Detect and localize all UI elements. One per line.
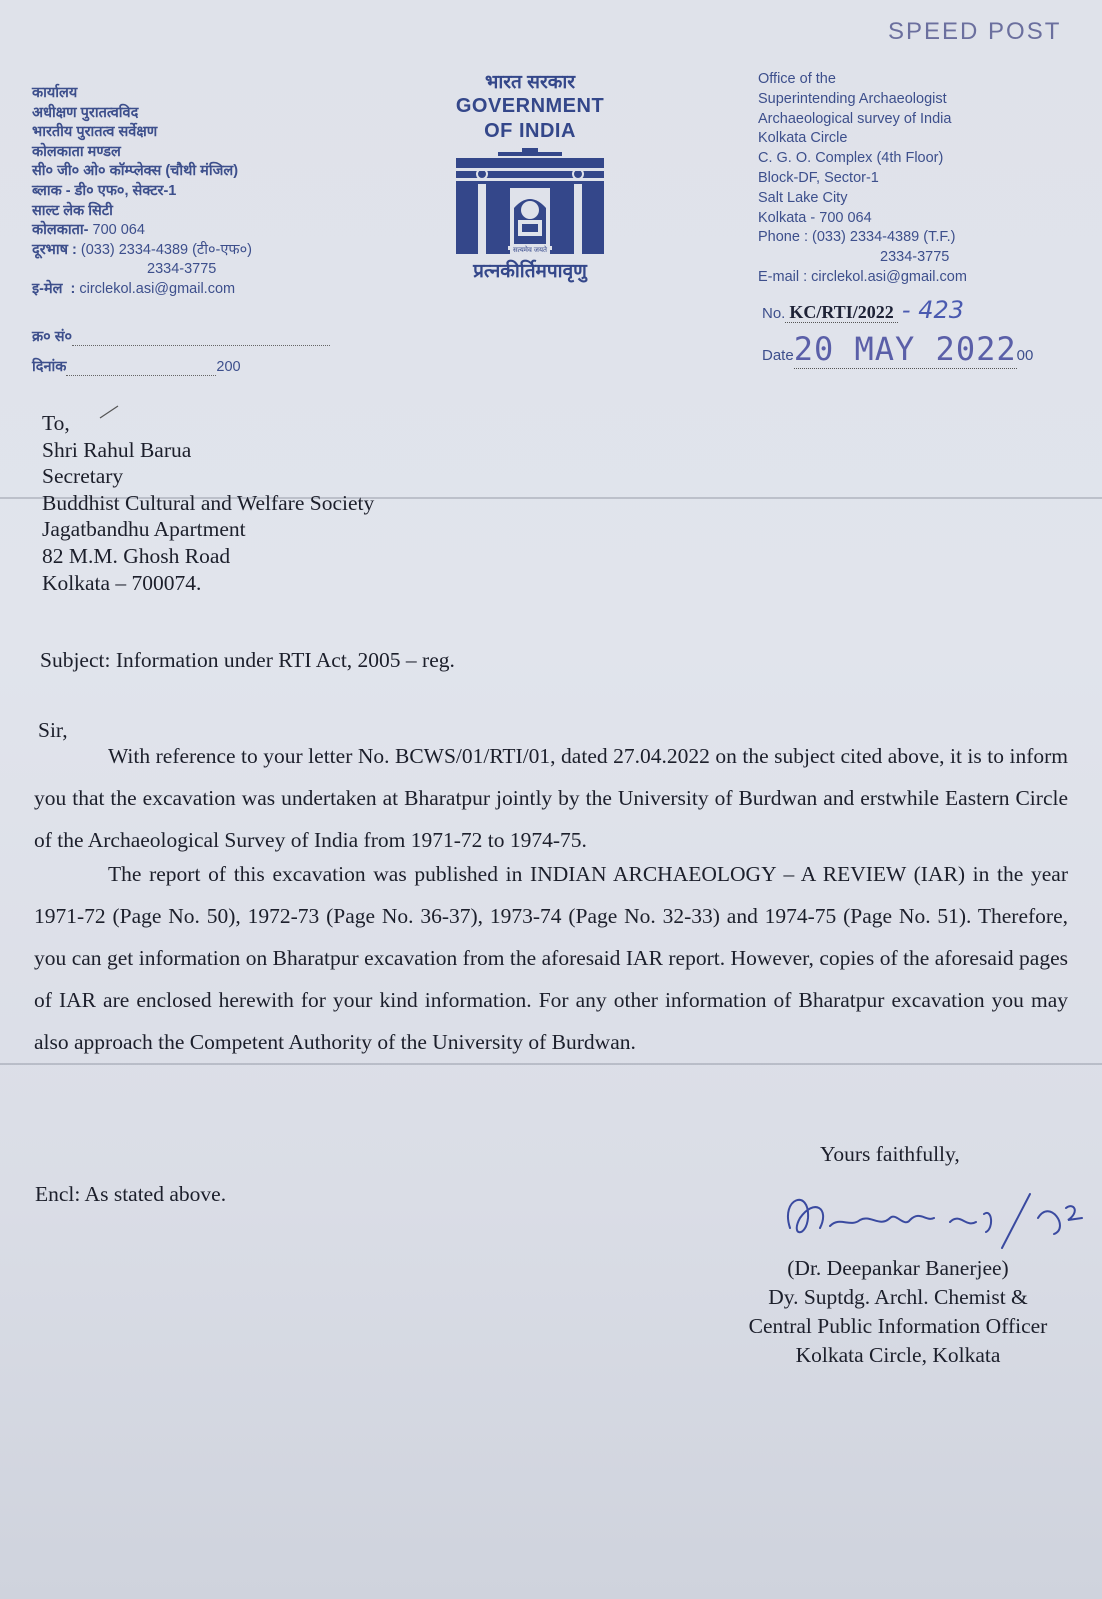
hindi-city-label: कोलकाता — [32, 222, 84, 239]
hindi-email-line: इ-मेल : circlekol.asi@gmail.com — [32, 280, 236, 297]
ref-date-label: Date — [762, 347, 794, 364]
government-line: GOVERNMENT — [455, 95, 605, 117]
hindi-email-label: इ-मेल — [32, 280, 63, 297]
english-line: Office of the — [758, 71, 836, 87]
english-line: Block-DF, Sector-1 — [758, 169, 879, 186]
reference-date — [762, 330, 1033, 368]
reference-number — [762, 296, 964, 324]
paper-fold — [0, 1063, 1102, 1065]
hindi-ref-no — [32, 326, 330, 346]
signatory-block — [708, 1254, 1088, 1370]
hindi-city-line: कोलकाता- 700 064 — [32, 222, 145, 239]
english-line: Superintending Archaeologist — [758, 90, 947, 107]
address-line: Secretary — [42, 464, 124, 489]
english-line: Phone : (033) 2334-4389 (T.F.) — [758, 229, 956, 246]
hindi-date-label: दिनांक — [32, 359, 67, 375]
speed-post-stamp: SPEED POST — [888, 18, 1062, 45]
english-line: Kolkata - 700 064 — [758, 209, 872, 226]
satyamev-jayate: सत्यमेव जयते — [512, 247, 548, 254]
hindi-line: कार्यालय — [32, 85, 78, 101]
hindi-phone-line: दूरभाष : (033) 2334-4389 (टी०-एफ०) — [32, 241, 252, 258]
asi-emblem-icon — [452, 148, 608, 258]
hindi-phone-value: (033) 2334-4389 (टी०-एफ०) — [80, 241, 252, 258]
government-emblem-header — [420, 72, 640, 283]
signatory-line: (Dr. Deepankar Banerjee) — [787, 1256, 1009, 1280]
hindi-city-pin: 700 064 — [92, 222, 145, 239]
address-line: 82 M.M. Ghosh Road — [42, 543, 231, 568]
signature-text: DBanerjee 20/5/22 — [770, 1188, 778, 1189]
salutation: Sir, — [38, 718, 68, 742]
english-phone-2: 2334-3775 — [880, 249, 950, 266]
english-letterhead — [758, 70, 1078, 288]
english-line: Salt Lake City — [758, 189, 848, 206]
signatory-line: Kolkata Circle, Kolkata — [795, 1343, 1001, 1367]
address-line: Jagatbandhu Apartment — [42, 517, 246, 542]
hindi-email-value: circlekol.asi@gmail.com — [79, 280, 236, 297]
body-paragraph-2: The report of this excavation was published in INDIAN ARCHAEOLOGY – A REVIEW (IAR) in the year 1971-72 (Page No. 50), 1972-73 (Page No. 36-37), 1973-74 (Page No. 32-33) and 1974-75 (Page No. 51). Therefore, you can get information on Bharatpur excavation from the aforesaid IAR report. However, copies of the aforesaid pages of IAR are enclosed herewith for your kind information. For any other information of Bharatpur excavation you may also approach the Competent Authority of the University of Burdwan. — [34, 862, 1068, 1054]
ref-no-label: No. — [762, 305, 786, 322]
address-line: Shri Rahul Barua — [42, 437, 192, 462]
enclosure-note: Encl: As stated above. — [35, 1182, 227, 1206]
hindi-date-suffix: 200 — [216, 359, 241, 375]
hindi-line: भारतीय पुरातत्व सर्वेक्षण — [32, 124, 158, 141]
hindi-phone-label: दूरभाष — [32, 241, 68, 258]
english-email: E-mail : circlekol.asi@gmail.com — [758, 268, 967, 285]
hindi-line: सी० जी० ओ० कॉम्प्लेक्स (चौथी मंजिल) — [32, 163, 239, 180]
ref-no-value: KC/RTI/2022 — [785, 302, 897, 323]
address-line: Kolkata – 700074. — [42, 570, 202, 595]
asi-motto: प्रत्नकीर्तिमपावृणु — [473, 261, 587, 282]
signatory-line: Dy. Suptdg. Archl. Chemist & — [768, 1285, 1028, 1309]
subject-line: Subject: Information under RTI Act, 2005 – reg. — [40, 648, 455, 672]
recipient-address — [42, 410, 374, 596]
closing: Yours faithfully, — [820, 1142, 960, 1166]
address-line: Buddhist Cultural and Welfare Society — [42, 490, 375, 515]
body-paragraph-1: With reference to your letter No. BCWS/01/RTI/01, dated 27.04.2022 on the subject cited above, it is to inform you that the excavation was undertaken at Bharatpur jointly by the University of Burdwan and erstwhile Eastern Circle of the Archaeological Survey of India from 1971-72 to 1974-75. — [34, 744, 1068, 852]
bharat-sarkar: भारत सरकार — [484, 72, 576, 93]
hindi-ref-line — [72, 345, 330, 346]
ref-date-suffix: 00 — [1016, 347, 1034, 364]
english-line: C. G. O. Complex (4th Floor) — [758, 150, 944, 167]
hindi-phone-2: 2334-3775 — [147, 261, 217, 278]
signatory-line: Central Public Information Officer — [748, 1314, 1048, 1338]
hindi-line: ब्लाक - डी० एफ०, सेक्टर-1 — [32, 182, 177, 199]
hindi-date — [32, 356, 241, 376]
english-line: Archaeological survey of India — [758, 110, 952, 127]
hindi-line: साल्ट लेक सिटी — [32, 202, 113, 219]
hindi-ref-label: क्र० सं० — [32, 329, 73, 345]
of-india-line: OF INDIA — [484, 120, 576, 142]
hindi-date-line — [66, 375, 216, 376]
hindi-line: कोलकाता मण्डल — [32, 143, 121, 160]
ref-no-handwritten: - 423 — [901, 296, 965, 324]
english-line: Kolkata Circle — [758, 130, 848, 147]
date-stamp: 20 MAY 2022 — [793, 330, 1017, 368]
hindi-line: अधीक्षण पुरातत्वविद — [32, 104, 139, 121]
hindi-letterhead — [32, 84, 372, 300]
address-line: To, — [42, 411, 70, 435]
